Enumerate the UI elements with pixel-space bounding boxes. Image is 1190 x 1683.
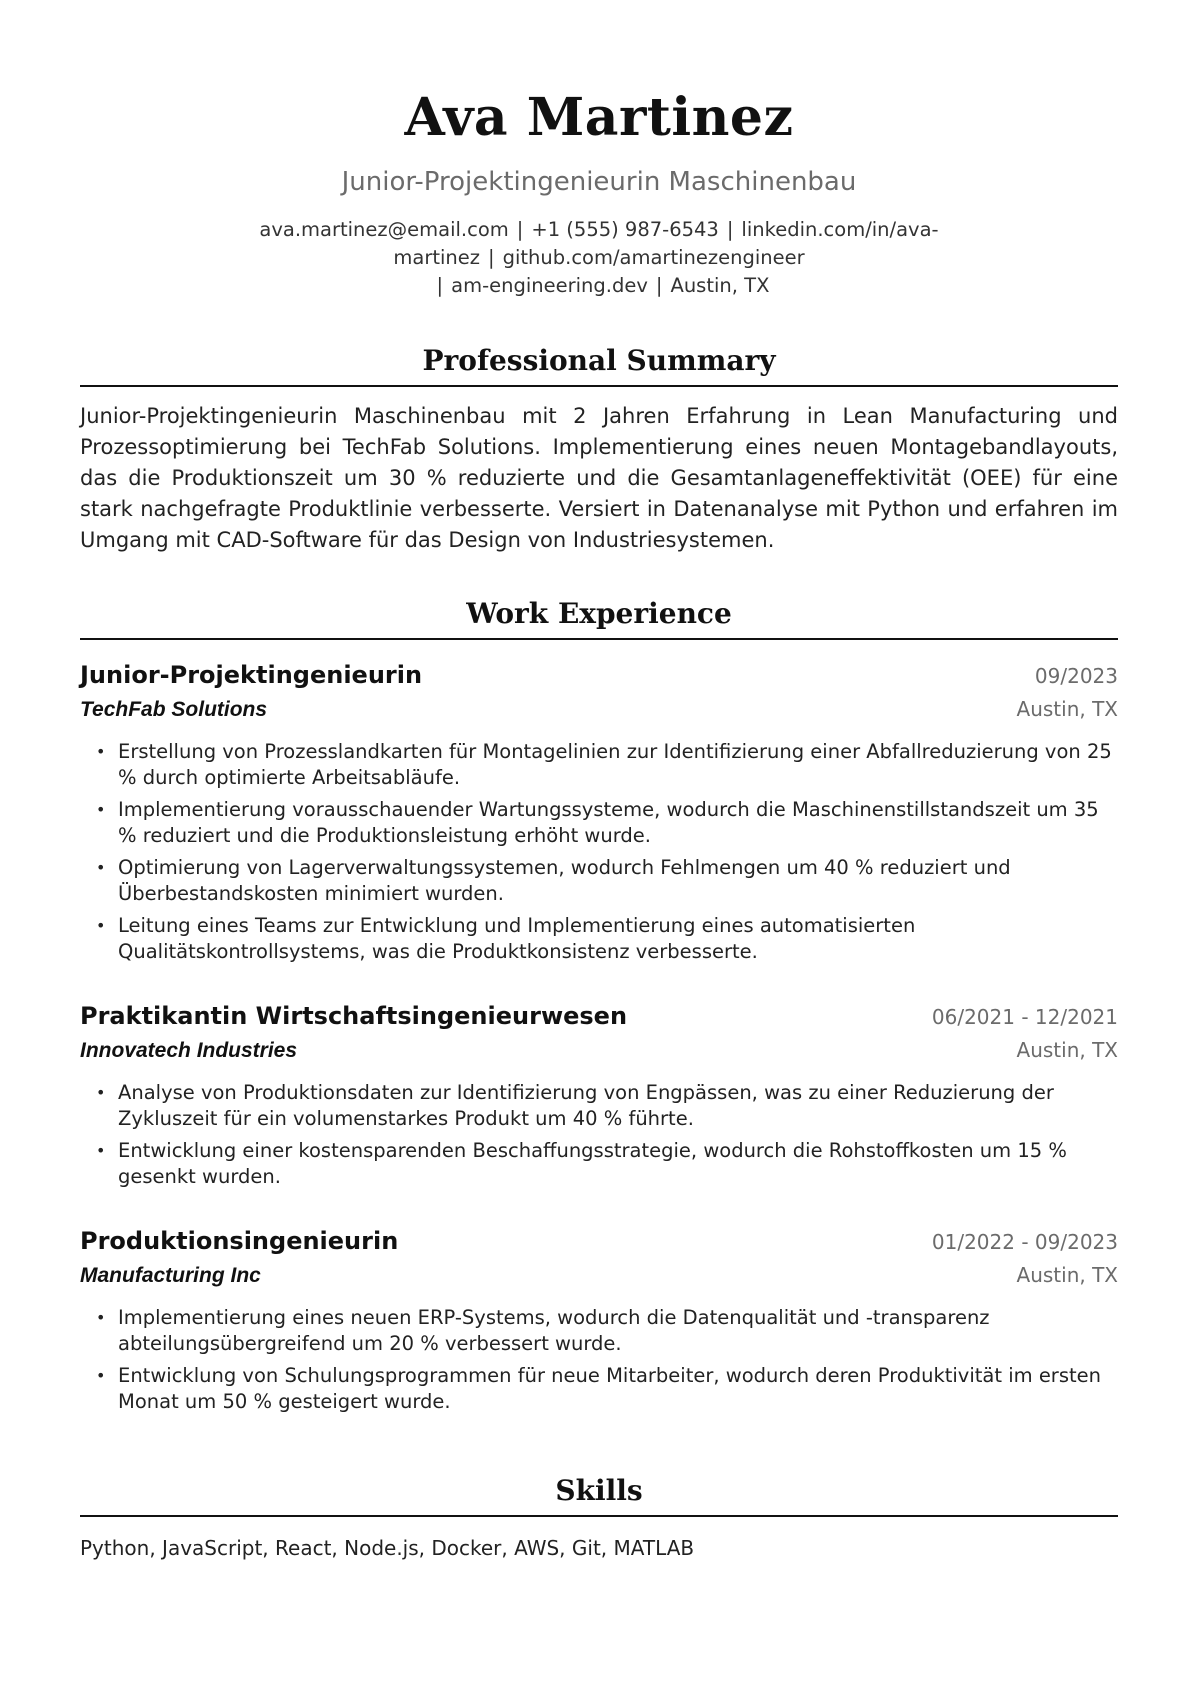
skills-list: Python, JavaScript, React, Node.js, Docker, AWS, Git, MATLAB — [80, 1536, 695, 1560]
work-experience-heading: Work Experience — [80, 594, 1118, 640]
job-bullet: • Optimierung von Lagerverwaltungssystemen, wodurch Fehlmengen um 40 % reduziert und Überbestandskosten minimiert wurden. — [118, 855, 1118, 907]
contact-separator: | — [516, 218, 524, 241]
job-entry — [80, 999, 1118, 1190]
work-experience-section — [80, 594, 1118, 1415]
contact-location: Austin, TX — [670, 274, 770, 297]
candidate-name: Ava Martinez — [404, 87, 794, 148]
job-company: Manufacturing Inc — [80, 1264, 261, 1287]
job-header — [80, 658, 1118, 692]
job-company-row — [80, 694, 1118, 725]
job-role: Junior-Projektingenieurin — [80, 661, 423, 689]
contact-separator: | — [726, 218, 734, 241]
job-location: Austin, TX — [1016, 697, 1118, 721]
job-bullet: • Analyse von Produktionsdaten zur Identifizierung von Engpässen, was zu einer Reduzierung der Zykluszeit für ein volumenstarkes Produkt um 40 % führte. — [118, 1080, 1118, 1132]
job-bullets — [80, 1080, 1118, 1190]
job-role: Produktionsingenieurin — [80, 1227, 399, 1255]
job-bullet: • Entwicklung von Schulungsprogrammen für neue Mitarbeiter, wodurch deren Produktivität im ersten Monat um 50 % gesteigert wurde. — [118, 1363, 1118, 1415]
contact-separator: | — [488, 246, 495, 269]
job-bullet: • Implementierung vorausschauender Wartungssysteme, wodurch die Maschinenstillstandszeit um 35 % reduziert und die Produktionsleistung erhöht wurde. — [118, 797, 1118, 849]
contact-github[interactable]: github.com/amartinezengineer — [502, 246, 805, 269]
job-location: Austin, TX — [1016, 1263, 1118, 1287]
resume-header — [80, 0, 1118, 300]
skills-heading: Skills — [80, 1471, 1118, 1517]
job-company-row — [80, 1260, 1118, 1291]
resume-page — [80, 0, 1118, 1563]
summary-text: Junior-Projektingenieurin Maschinenbau mit 2 Jahren Erfahrung in Lean Manufacturing und Prozessoptimierung bei TechFab Solutions. Implementierung eines neuen Montagebandlayouts, das die Produktionszeit um 30 % reduzierte und die Gesamtanlageneffektivität (OEE) für eine stark nachgefragte Produktlinie verbesserte. Versiert in Datenanalyse mit Python und erfahren im Umgang mit CAD-Software für das Design von Industriesystemen. — [80, 404, 1118, 552]
job-bullet: • Erstellung von Prozesslandkarten für Montagelinien zur Identifizierung einer Abfallreduzierung von 25 % durch optimierte Arbeitsabläufe. — [118, 739, 1118, 791]
job-dates: 09/2023 — [1034, 664, 1118, 688]
job-bullets — [80, 1305, 1118, 1415]
job-entry — [80, 658, 1118, 965]
job-bullet: • Leitung eines Teams zur Entwicklung und Implementierung eines automatisierten Qualitätskontrollsystems, was die Produktkonsistenz verbesserte. — [118, 913, 1118, 965]
job-company: TechFab Solutions — [80, 698, 268, 721]
contact-line — [80, 216, 1118, 300]
job-entry — [80, 1224, 1118, 1415]
contact-phone[interactable]: +1 (555) 987-6543 — [531, 218, 719, 241]
job-location: Austin, TX — [1016, 1038, 1118, 1062]
candidate-title: Junior-Projektingenieurin Maschinenbau — [341, 167, 857, 197]
contact-separator: | — [436, 274, 444, 297]
summary-heading: Professional Summary — [80, 341, 1118, 387]
job-bullet: • Entwicklung einer kostensparenden Beschaffungsstrategie, wodurch die Rohstoffkosten um 15 % gesenkt wurden. — [118, 1138, 1118, 1190]
job-role: Praktikantin Wirtschaftsingenieurwesen — [80, 1002, 628, 1030]
job-dates: 06/2021 - 12/2021 — [931, 1005, 1118, 1029]
summary-section — [80, 341, 1118, 556]
job-bullets — [80, 739, 1118, 965]
contact-linkedin[interactable]: linkedin.com/in/ava-martinez — [393, 218, 939, 269]
skills-section — [80, 1471, 1118, 1563]
job-company-row — [80, 1035, 1118, 1066]
contact-separator: | — [655, 274, 663, 297]
contact-email[interactable]: ava.martinez@email.com — [259, 218, 509, 241]
job-company: Innovatech Industries — [80, 1039, 298, 1062]
job-header — [80, 999, 1118, 1033]
job-header — [80, 1224, 1118, 1258]
job-dates: 01/2022 - 09/2023 — [931, 1230, 1118, 1254]
contact-website[interactable]: am-engineering.dev — [451, 274, 648, 297]
job-bullet: • Implementierung eines neuen ERP-Systems, wodurch die Datenqualität und -transparenz abteilungsübergreifend um 20 % verbessert wurde. — [118, 1305, 1118, 1357]
